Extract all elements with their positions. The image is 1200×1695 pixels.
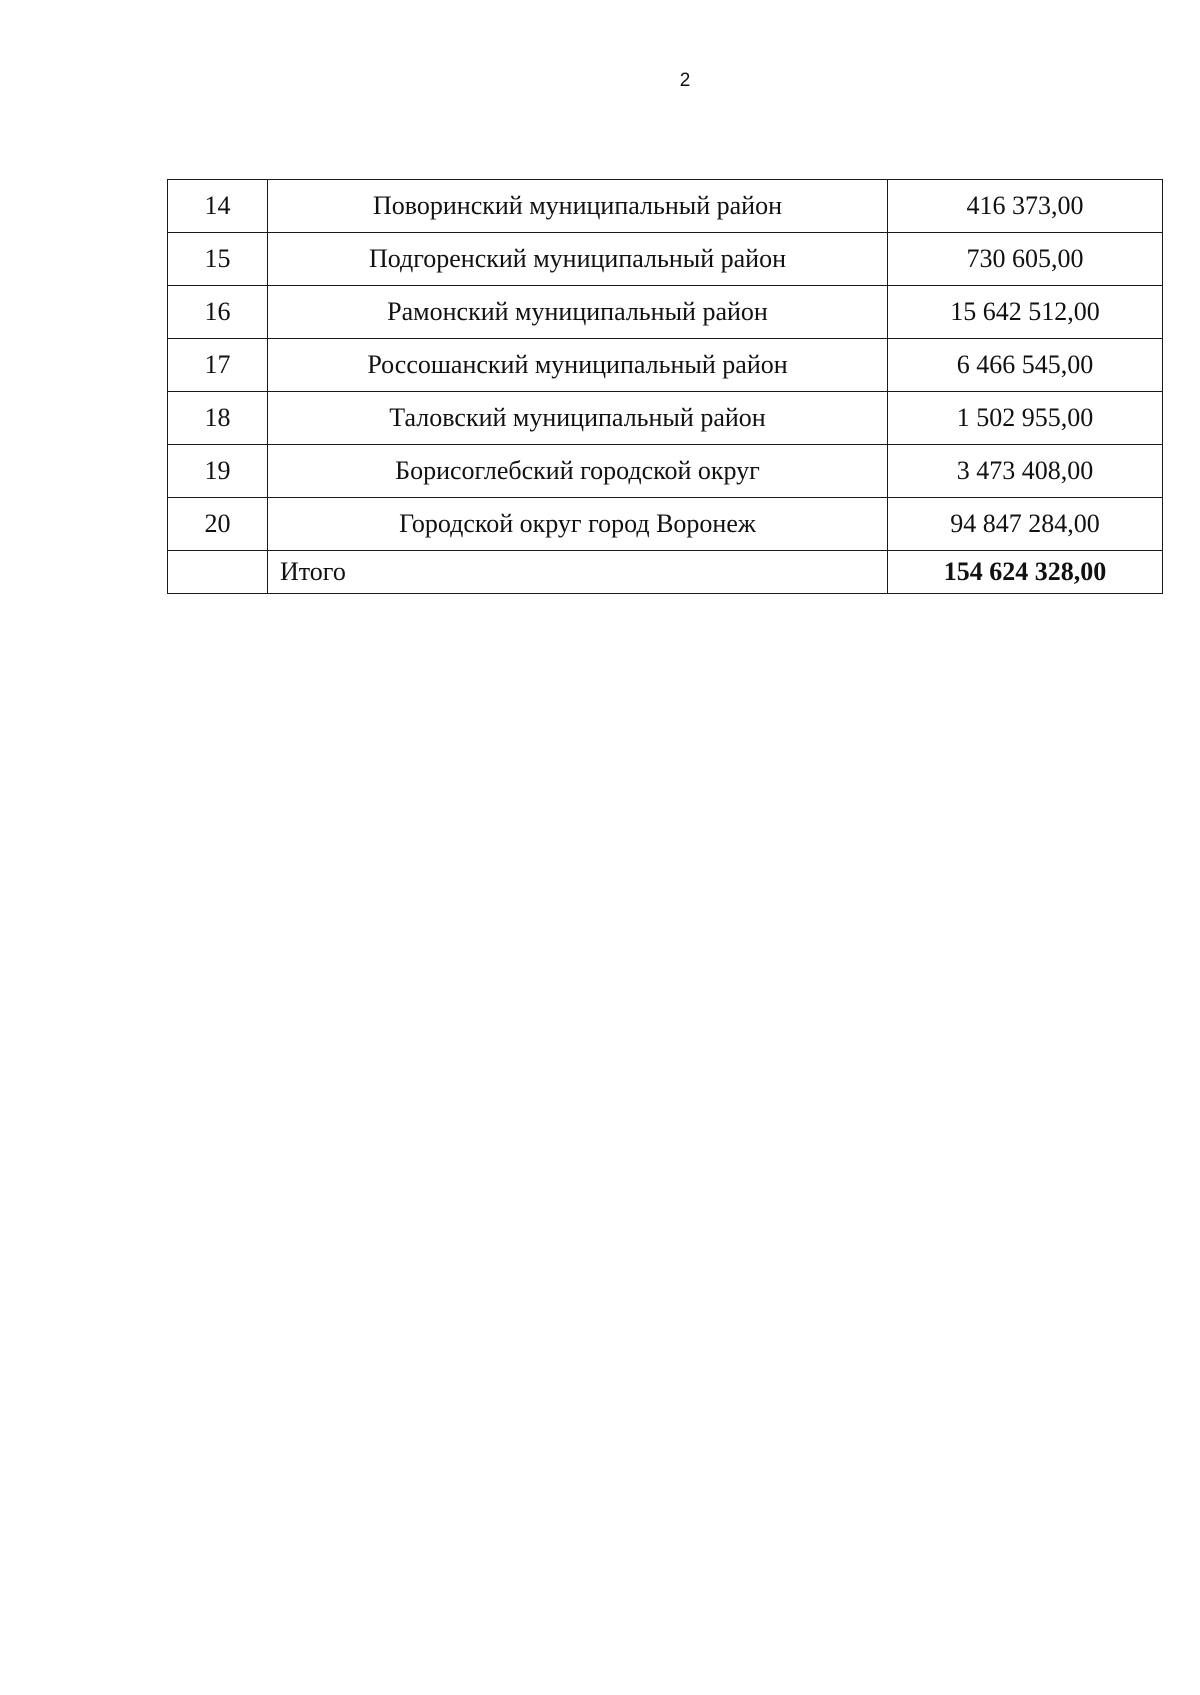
total-empty-cell: [168, 551, 268, 594]
amount: 94 847 284,00: [888, 498, 1163, 551]
table-row: [168, 392, 1163, 445]
municipality-name: Борисоглебский городской округ: [268, 445, 888, 498]
allocation-table: [167, 179, 1163, 594]
amount: 3 473 408,00: [888, 445, 1163, 498]
table-row: [168, 233, 1163, 286]
municipality-name: Поворинский муниципальный район: [268, 180, 888, 233]
table-row: [168, 180, 1163, 233]
table-row: [168, 498, 1163, 551]
amount: 730 605,00: [888, 233, 1163, 286]
amount: 6 466 545,00: [888, 339, 1163, 392]
table-row: [168, 339, 1163, 392]
municipality-name: Подгоренский муниципальный район: [268, 233, 888, 286]
amount: 15 642 512,00: [888, 286, 1163, 339]
row-number: 19: [168, 445, 268, 498]
municipality-name: Россошанский муниципальный район: [268, 339, 888, 392]
row-number: 17: [168, 339, 268, 392]
municipality-name: Таловский муниципальный район: [268, 392, 888, 445]
row-number: 16: [168, 286, 268, 339]
table-row: [168, 445, 1163, 498]
total-label: Итого: [268, 551, 888, 594]
row-number: 20: [168, 498, 268, 551]
page-number: 2: [679, 70, 691, 91]
row-number: 18: [168, 392, 268, 445]
row-number: 14: [168, 180, 268, 233]
municipality-name: Рамонский муниципальный район: [268, 286, 888, 339]
amount: 1 502 955,00: [888, 392, 1163, 445]
total-amount: 154 624 328,00: [888, 551, 1163, 594]
municipality-name: Городской округ город Воронеж: [268, 498, 888, 551]
amount: 416 373,00: [888, 180, 1163, 233]
total-row: [168, 551, 1163, 594]
row-number: 15: [168, 233, 268, 286]
table-row: [168, 286, 1163, 339]
